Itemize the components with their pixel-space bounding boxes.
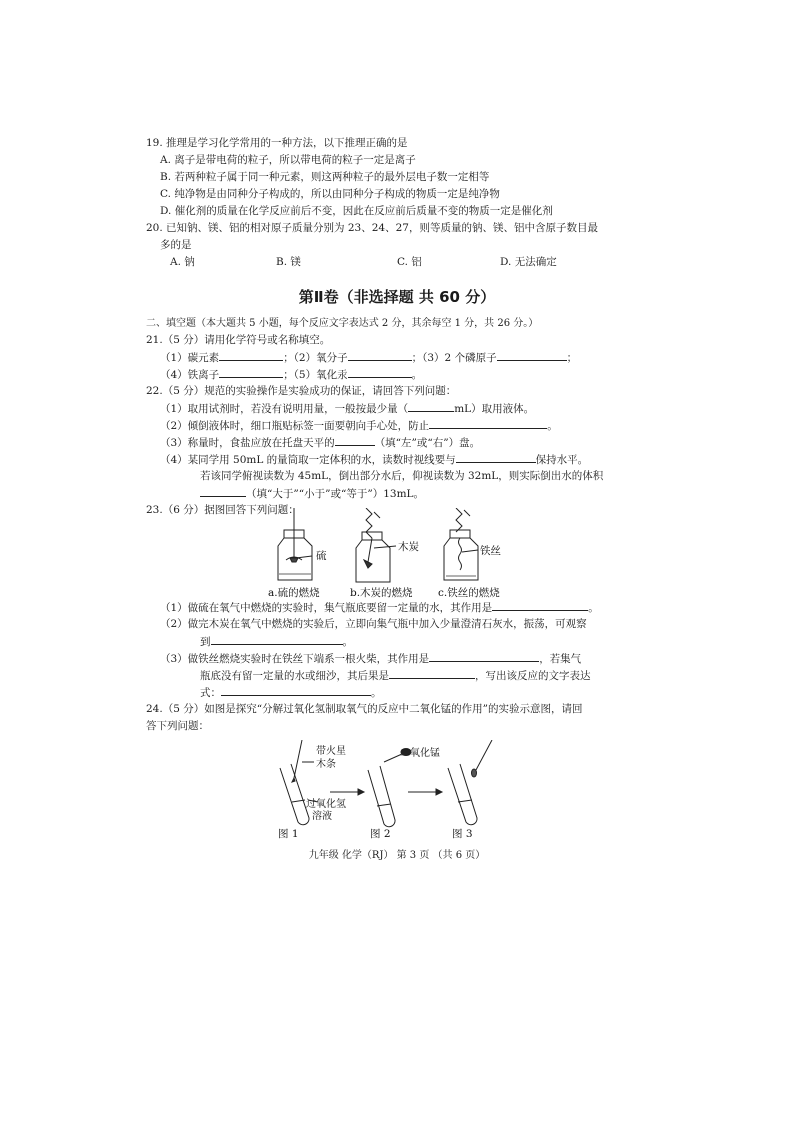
q19-option-b: B. 若两种粒子属于同一种元素，则这两种粒子的最外层电子数一定相等 [160,171,490,183]
q20-stem: 20. 已知钠、镁、铝的相对原子质量分别为 23、24、27，则等质量的钠、镁、铝中含原子数目最 [146,222,598,234]
answer-blank[interactable] [408,401,454,412]
q23-line2-cont: 到 。 [200,636,353,648]
q23-stem: 23.（6 分）据图回答下列问题： [146,504,299,516]
answer-blank[interactable] [221,685,371,696]
arrow-1 [330,789,364,795]
q22-line6: （填“大于”“小于”或“等于”）13mL。 [200,486,424,502]
answer-blank[interactable] [200,486,246,497]
answer-blank[interactable] [429,651,539,662]
q21-line1: （1）碳元素 ；（2）氧分子 ；（3）2 个磷原子 ； [160,352,578,364]
q21-line2: （4）铁离子 ；（5）氧化汞 。 [160,369,423,381]
answer-blank[interactable] [211,634,343,645]
label-glowing-stick-1: 带火星 [316,746,346,757]
q24-stem: 24.（5 分）如图是探究“分解过氧化氢制取氧气的反应中二氧化锰的作用”的实验示意图，请回 [146,703,583,715]
catalyst-figure [272,740,532,840]
answer-blank[interactable] [219,367,283,378]
label-mno2: 二氧化锰 [400,748,440,759]
tube-3 [448,740,492,825]
answer-blank[interactable] [497,350,567,361]
tube-2 [368,749,411,827]
label-charcoal: 木炭 [398,541,419,553]
q19-stem: 19. 推理是学习化学常用的一种方法，以下推理正确的是 [146,137,408,149]
q23-line1: （1）做硫在氧气中燃烧的实验时，集气瓶底要留一定量的水，其作用是 。 [160,602,599,614]
label-h2o2-1: 过氧化氢 [306,799,346,810]
label-iron: 铁丝 [480,545,501,557]
q21-stem: 21.（5 分）请用化学符号或名称填空。 [146,334,331,346]
bottle-iron [444,508,478,580]
answer-blank[interactable] [348,350,412,361]
caption-fig3: 图 3 [452,828,473,840]
answer-blank[interactable] [335,435,375,446]
q22-stem: 22.（5 分）规范的实验操作是实验成功的保证，请回答下列问题： [146,385,457,397]
q22-line2: （2）倾倒液体时，细口瓶贴标签一面要朝向手心处，防止 。 [160,420,558,432]
combustion-figure [250,508,540,600]
q23-line5: 式： 。 [200,687,382,699]
q24-stem-cont: 答下列问题： [146,720,209,732]
bottle-sulfur [278,508,312,580]
q20-option-d: D. 无法确定 [500,256,557,268]
label-h2o2-2: 溶液 [312,811,332,822]
q23-line3: （3）做铁丝燃烧实验时在铁丝下端系一根火柴，其作用是 ，若集气 [160,653,582,665]
answer-blank[interactable] [492,600,588,611]
caption-fig2: 图 2 [370,828,391,840]
arrow-2 [408,789,442,795]
page-footer: 九年级 化学（RJ） 第 3 页 （共 6 页） [308,850,486,861]
caption-c: c.铁丝的燃烧 [438,587,500,599]
label-glowing-stick-2: 木条 [316,759,336,770]
q20-stem-cont: 多的是 [160,239,192,251]
q19-option-c: C. 纯净物是由同种分子构成的，所以由同种分子构成的物质一定是纯净物 [160,188,500,200]
q20-option-a: A. 钠 [170,256,195,268]
q23-line2: （2）做完木炭在氧气中燃烧的实验后，立即向集气瓶中加入少量澄清石灰水，振荡，可观察 [160,618,587,630]
answer-blank[interactable] [348,367,412,378]
q20-option-c: C. 铝 [397,256,422,268]
caption-a: a.硫的燃烧 [268,587,320,599]
answer-blank[interactable] [389,668,475,679]
q22-line1: （1）取用试剂时，若没有说明用量，一般按最少量（ mL）取用液体。 [160,403,535,415]
q23-line4: 瓶底没有留一定量的水或细沙，其后果是 ，写出该反应的文字表达 [200,670,591,682]
answer-blank[interactable] [429,418,547,429]
q22-line4: （4）某同学用 50mL 的量筒取一定体积的水，读数时视线要与 保持水平。 [160,454,589,466]
caption-fig1: 图 1 [278,828,299,840]
q19-option-d: D. 催化剂的质量在化学反应前后不变，因此在反应前后质量不变的物质一定是催化剂 [160,205,553,217]
q20-option-b: B. 镁 [276,256,301,268]
part2-title: 第Ⅱ卷（非选择题 共 60 分） [298,288,496,306]
q22-line5: 若该同学俯视读数为 45mL，倒出部分水后，仰视读数为 32mL，则实际倒出水的体积 [200,470,604,482]
label-sulfur: 硫 [316,550,327,562]
caption-b: b.木炭的燃烧 [350,587,413,599]
answer-blank[interactable] [219,350,283,361]
section-heading: 二、填空题（本大题共 5 小题，每个反应文字表达式 2 分，其余每空 1 分，共 26 分。） [146,318,539,329]
q22-line3: （3）称量时，食盐应放在托盘天平的 （填“左”或“右”）盘。 [160,437,481,449]
q19-option-a: A. 离子是带电荷的粒子，所以带电荷的粒子一定是离子 [160,154,416,166]
answer-blank[interactable] [456,452,536,463]
bottle-charcoal [356,508,396,582]
